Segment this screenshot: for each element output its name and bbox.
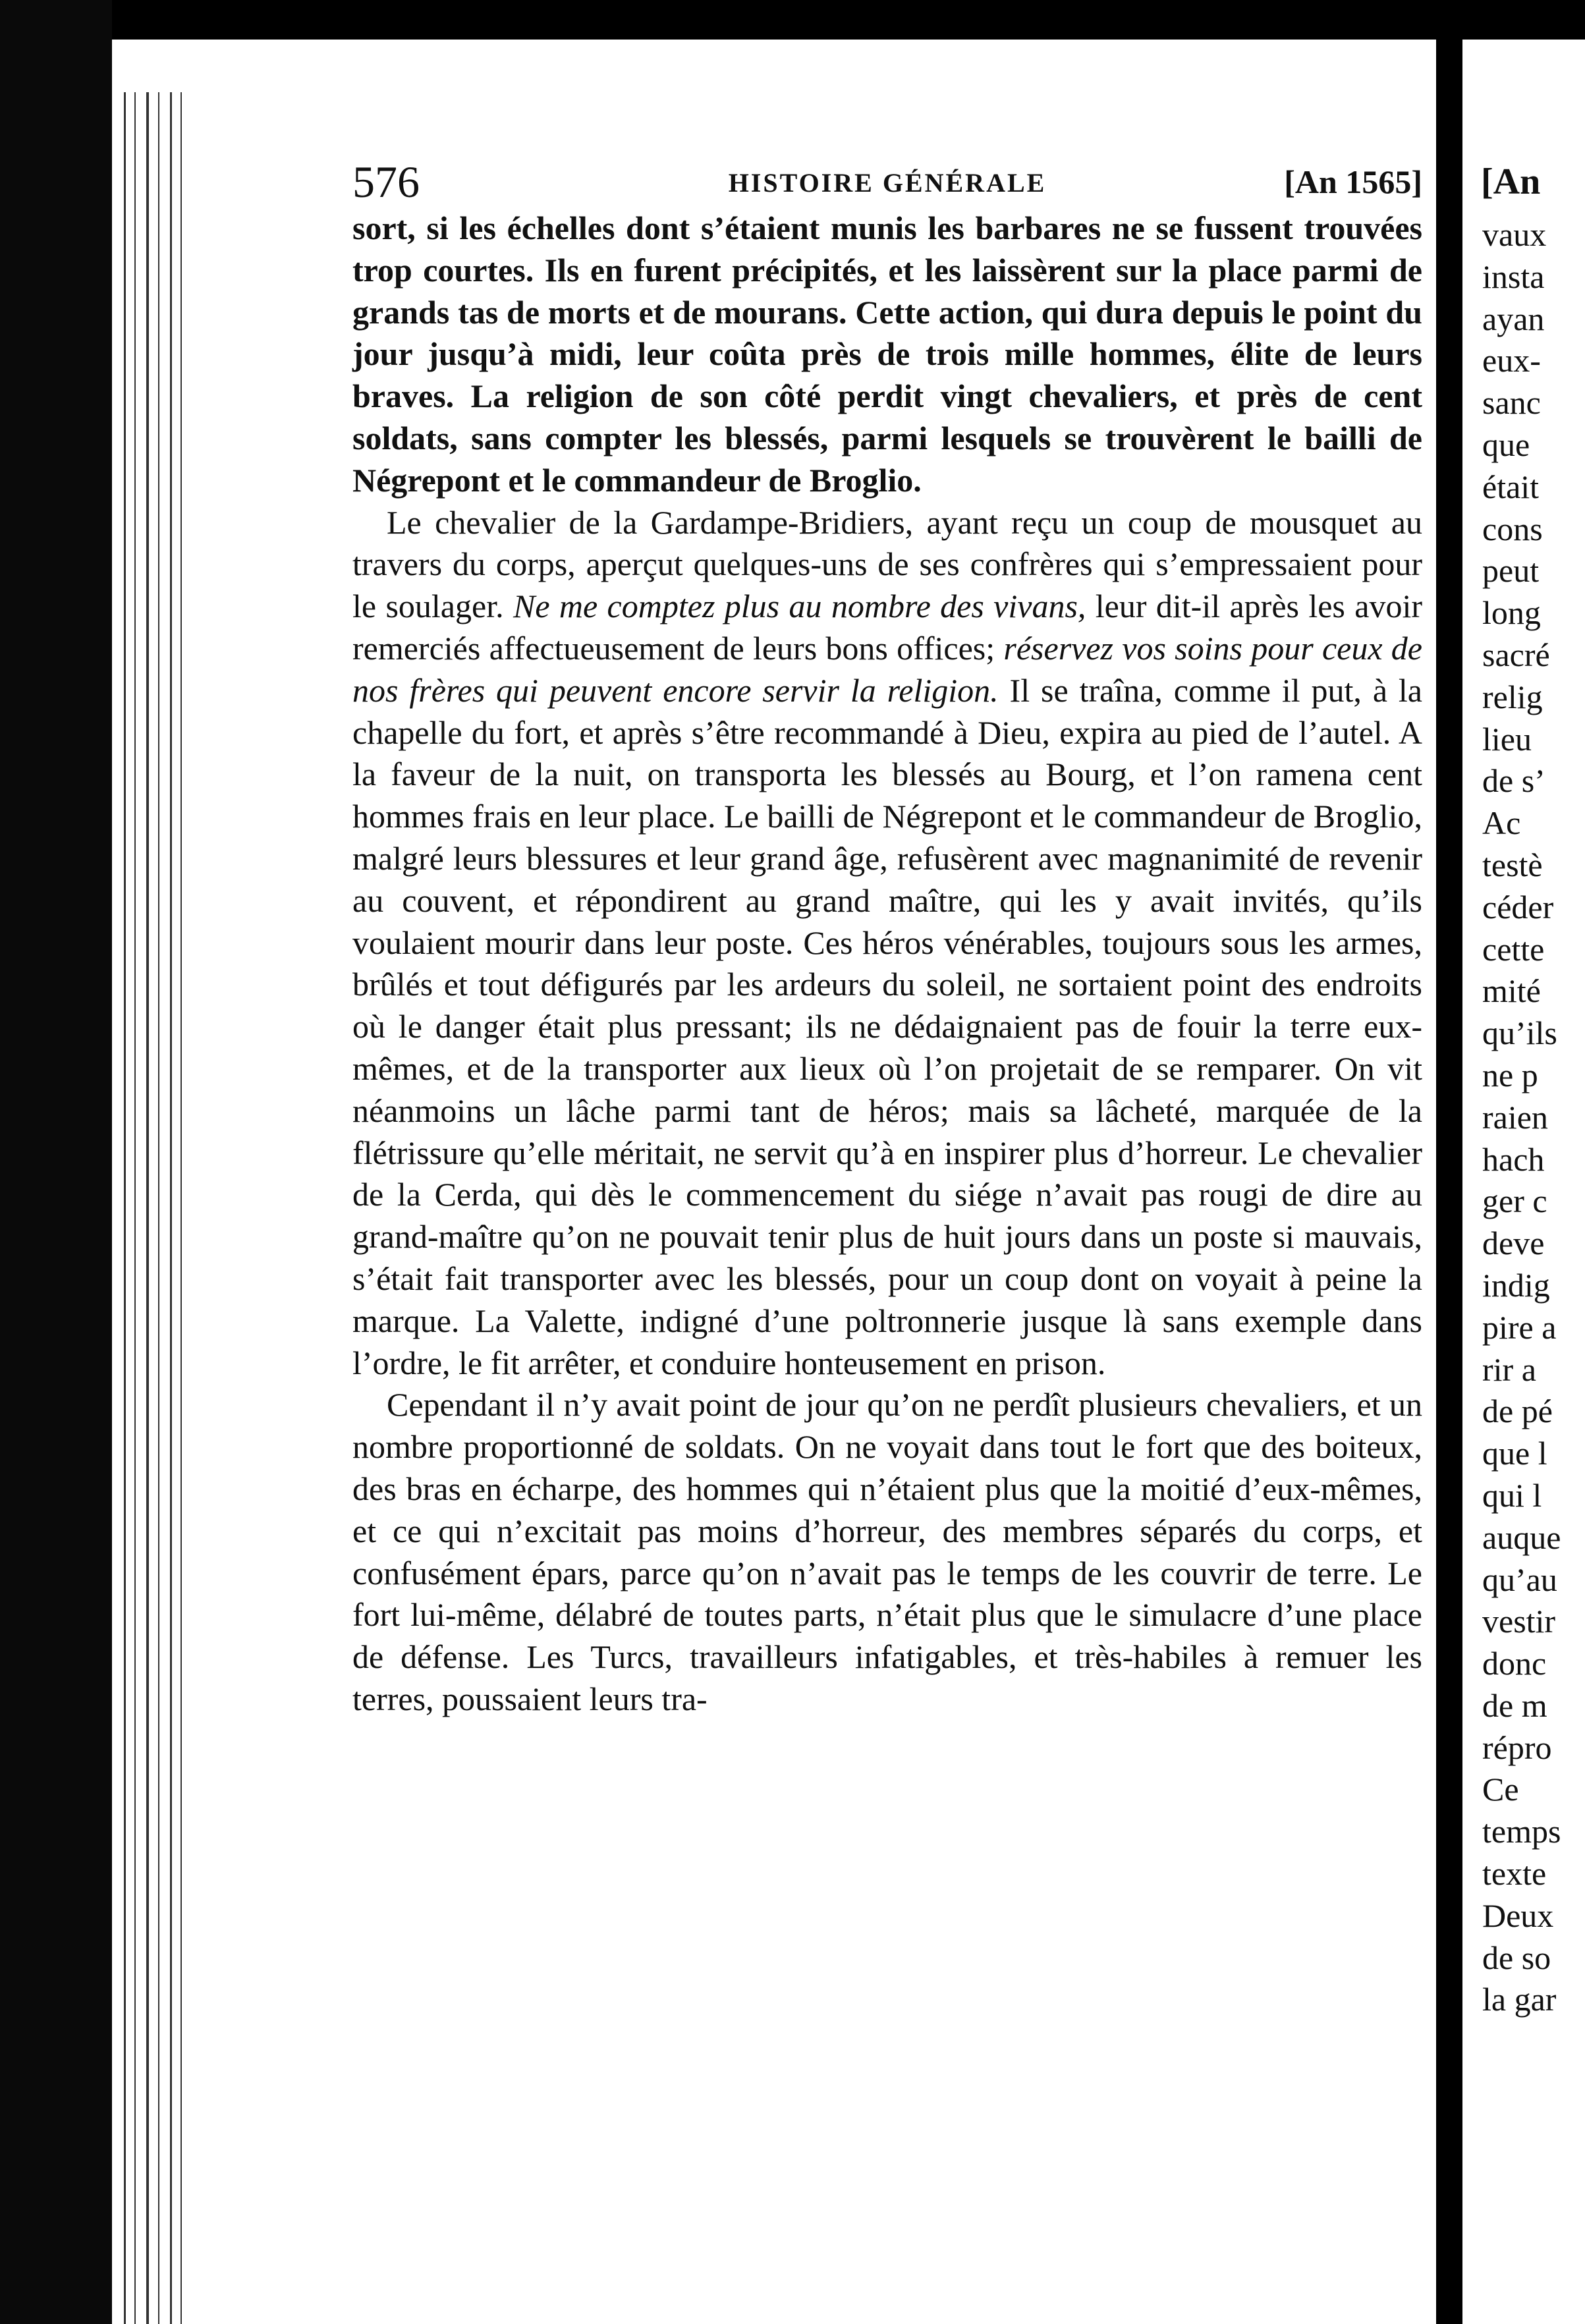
facing-page-line: sacré bbox=[1482, 636, 1550, 673]
facing-page-line: cette bbox=[1482, 930, 1545, 968]
facing-page-line: était bbox=[1482, 468, 1540, 505]
facing-page-line: ger c bbox=[1482, 1182, 1547, 1220]
facing-page-line: la gar bbox=[1482, 1981, 1557, 2018]
facing-page-line: donc bbox=[1482, 1645, 1547, 1682]
facing-page-line: lieu bbox=[1482, 720, 1532, 758]
facing-page-line: de m bbox=[1482, 1686, 1547, 1724]
facing-page-lines bbox=[1482, 214, 1585, 2021]
text-segment: Le chevalier de la Gardampe-Bridiers, ayant reçu un coup de mousquet au travers du corps, aperçut quelques-uns de ses confrères qui s’empressaient pour le soulager. bbox=[352, 503, 1422, 625]
running-title: HISTOIRE GÉNÉRALE bbox=[728, 168, 1047, 198]
facing-page-line: Ac bbox=[1482, 804, 1521, 842]
book-page bbox=[191, 40, 1436, 2324]
facing-page-line: temps bbox=[1482, 1813, 1561, 1850]
facing-page-line: peut bbox=[1482, 552, 1540, 590]
page-number: 576 bbox=[352, 157, 420, 207]
facing-page-line: qu’au bbox=[1482, 1561, 1557, 1598]
facing-page-line: de s’ bbox=[1482, 762, 1545, 800]
facing-page-line: de so bbox=[1482, 1939, 1551, 1976]
facing-page-line: de pé bbox=[1482, 1393, 1553, 1430]
facing-page-line: relig bbox=[1482, 678, 1543, 715]
facing-page-line: Deux bbox=[1482, 1896, 1554, 1934]
facing-page-line: Ce bbox=[1482, 1771, 1519, 1808]
facing-page-line: qu’ils bbox=[1482, 1014, 1557, 1052]
facing-page-line: ayan bbox=[1482, 300, 1545, 337]
facing-page-line: insta bbox=[1482, 258, 1545, 295]
text-segment: Il se traîna, comme il put, à la chapelle du fort, et après s’être recommandé à Dieu, expira au pied de l’autel. A la faveur de la nuit, on transporta les blessés au Bourg, et l’on ramena cent hommes frais en leur place. Le bailli de Négrepont et le commandeur de Broglio, malgré leurs blessures et leur grand âge, refusèrent avec magnanimité de revenir au couvent, et répondirent au grand maître, qui les y avait invités, qu’ils voulaient mourir dans leur poste. Ces héros vénérables, toujours sous les armes, brûlés et tout défigurés par les ardeurs du soleil, ne sortaient point des endroits où le danger était plus pressant; ils ne dédaignaient pas de fouir la terre eux-mêmes, et de la transporter aux lieux où l’on projetait de se remparer. On vit néanmoins un lâche parmi tant de héros; mais sa lâcheté, marquée de la flétrissure qu’elle méritait, ne servit qu’à en inspirer plus d’horreur. Le chevalier de la Cerda, qui dès le commencement du siége n’avait pas rougi de dire au grand-maître qu’on ne pouvait tenir plus de huit jours dans un poste si mauvais, s’était fait transporter avec les blessés, pour un coup dont on voyait à peine la marque. La Valette, indigné d’une poltronnerie jusque là sans exemple dans l’ordre, le fit arrêter, et conduire honteusement en prison. bbox=[352, 671, 1422, 1381]
text-segment: leur dit-il après les avoir remerciés affectueusement de leurs bons offices; bbox=[352, 588, 1422, 667]
facing-page-line: auque bbox=[1482, 1518, 1561, 1556]
facing-page-line: pire a bbox=[1482, 1308, 1557, 1346]
facing-page-line: vaux bbox=[1482, 216, 1547, 253]
paragraph bbox=[352, 1384, 1422, 1720]
facing-page-line: répro bbox=[1482, 1729, 1552, 1766]
scan-left-edge bbox=[0, 0, 112, 2324]
facing-page-line: texte bbox=[1482, 1855, 1547, 1893]
facing-page-line: mité bbox=[1482, 972, 1541, 1010]
paragraph bbox=[352, 208, 1422, 502]
facing-page-line: céder bbox=[1482, 888, 1554, 926]
facing-page-line: qui l bbox=[1482, 1476, 1542, 1514]
text-segment: Cependant il n’y avait point de jour qu’on ne perdît plusieurs chevaliers, et un nombre proportionné de soldats. On ne voyait dans tout le fort que des boiteux, des bras en écharpe, des hommes qui n’étaient plus que la moitié d’eux-mêmes, et ce qui n’excitait pas moins d’horreur, des membres séparés du corps, et confusément épars, parce qu’on n’avait pas le temps de les couvrir de terre. Le fort lui-même, délabré de toutes parts, n’était plus que le simulacre d’une place de défense. Les Turcs, travailleurs infatigables, et très-habiles à remuer les terres, poussaient leurs tra- bbox=[352, 1386, 1422, 1717]
facing-page-line: indig bbox=[1482, 1266, 1550, 1304]
paragraph bbox=[352, 502, 1422, 1385]
facing-page-line: ne p bbox=[1482, 1056, 1538, 1093]
page-body-text bbox=[352, 208, 1422, 1721]
facing-page-line: que l bbox=[1482, 1435, 1547, 1472]
header-year: [An 1565] bbox=[1284, 163, 1422, 200]
facing-page-line: que bbox=[1482, 426, 1530, 463]
page-gutter bbox=[1436, 40, 1462, 2324]
facing-page-line: hach bbox=[1482, 1140, 1545, 1178]
facing-page-line: raien bbox=[1482, 1098, 1548, 1136]
facing-page-line: deve bbox=[1482, 1225, 1545, 1262]
facing-page-line: sanc bbox=[1482, 384, 1541, 422]
facing-page-line: cons bbox=[1482, 510, 1543, 547]
facing-page-header: [An bbox=[1481, 161, 1541, 202]
facing-page-line: eux- bbox=[1482, 342, 1541, 379]
facing-page-line: testè bbox=[1482, 846, 1543, 883]
page-header bbox=[352, 155, 1422, 208]
facing-page-line: vestir bbox=[1482, 1603, 1556, 1640]
italic-quote: Ne me comptez plus au nombre des vivans, bbox=[513, 588, 1086, 625]
text-segment: sort, si les échelles dont s’étaient munis les barbares ne se fussent trouvées trop courtes. Ils en furent précipités, et les laissèrent sur la place parmi de grands tas de morts et de mourans. Cette action, qui dura depuis le point du jour jusqu’à midi, leur coûta près de trois mille hommes, élite de leurs braves. La religion de son côté perdit vingt chevaliers, et près de cent soldats, sans compter les blessés, parmi lesquels se trouvèrent le bailli de Négrepont et le commandeur de Broglio. bbox=[352, 209, 1422, 499]
facing-page-line: rir a bbox=[1482, 1350, 1536, 1388]
page-edge-strip bbox=[112, 40, 191, 2324]
italic-quote: réservez vos soins pour ceux de nos frères qui peuvent encore servir la religion. bbox=[352, 629, 1422, 709]
facing-page-fragment bbox=[1462, 40, 1585, 2324]
facing-page-line: long bbox=[1482, 594, 1541, 632]
